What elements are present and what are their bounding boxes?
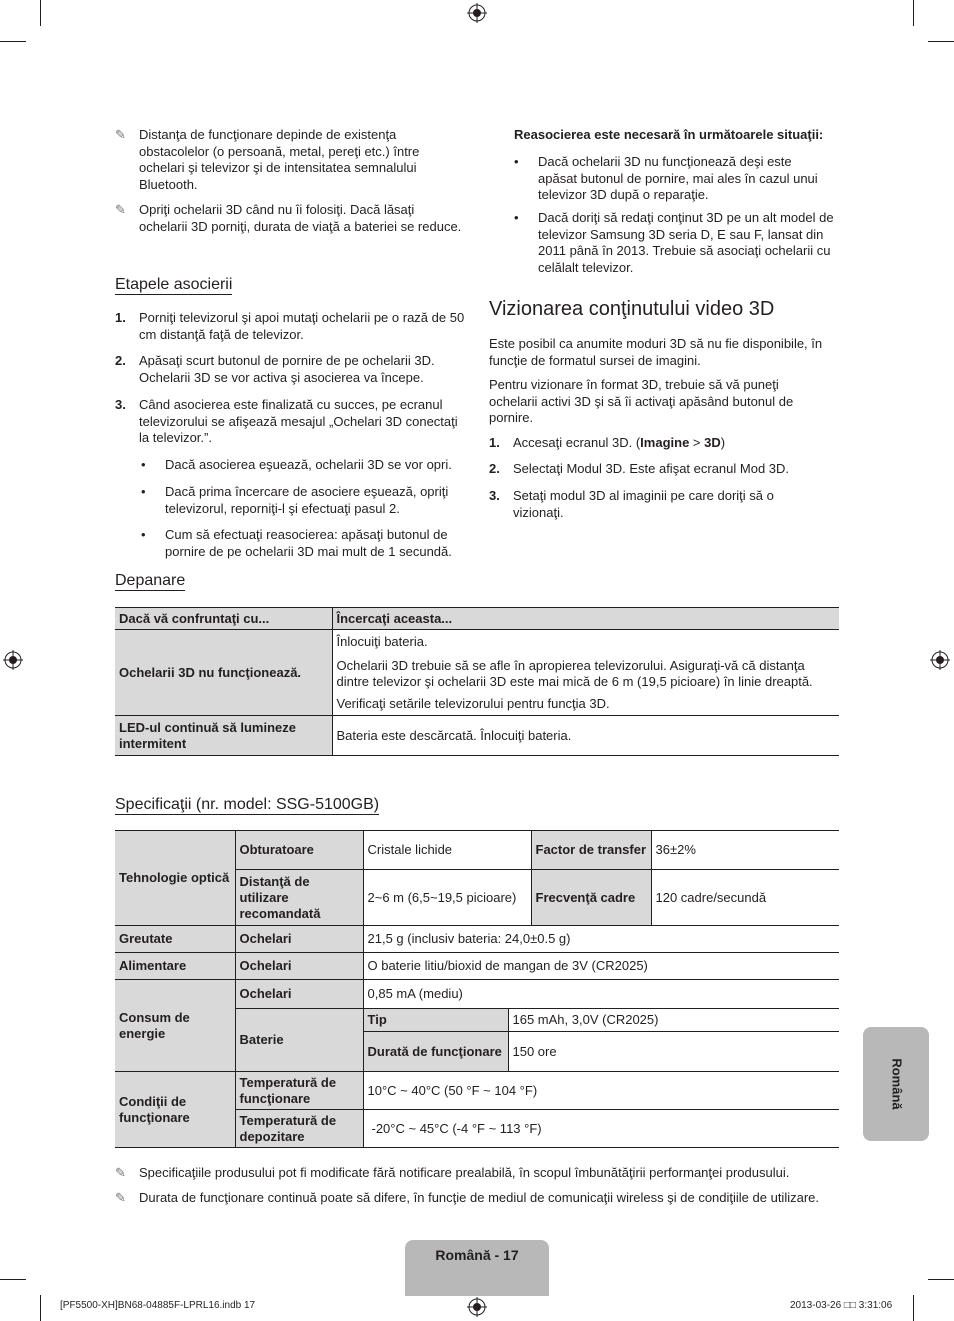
crop-mark [0,1279,26,1280]
solution-cell: Ochelarii 3D trebuie să se afle în apropierea televizorului. Asiguraţi-vă că distanţa dintre televizor şi ochelarii 3D este mai mică de 6 m (19,5 picioare) în linie dreaptă. [332,654,839,694]
spec-label: Condiţii de funcţionare [115,1072,235,1148]
pairing-bullet: • Dacă asocierea eşuează, ochelarii 3D se vor opri. [141,457,452,472]
spec-value: -20°C ~ 45°C (-4 °F ~ 113 °F) [363,1110,839,1148]
pairing-bullet: • Cum să efectuaţi reasocierea: apăsaţi butonul de pornire de pe ochelarii 3D mai mult de 1 secundă. [141,527,452,559]
pencil-note-icon: ✎ [115,202,126,217]
spec-label: Tehnologie optică [115,831,235,926]
solution-cell: Bateria este descărcată. Înlocuiţi bateria. [332,716,839,756]
spec-value: O baterie litiu/bioxid de mangan de 3V (CR2025) [363,953,839,980]
spec-value: Cristale lichide [363,831,531,870]
video-3d-step: 1. Accesaţi ecranul 3D. (Imagine > 3D) [489,435,726,450]
video-3d-paragraph: Pentru vizionare în format 3D, trebuie să vă puneţi ochelarii activi 3D şi să îi activaţi apăsând butonul de pornire. [489,377,794,425]
reassociation-title: Reasocierea este necesară în următoarele situaţii: [514,127,824,142]
crop-mark [0,41,26,42]
spec-label: Durată de funcţionare [363,1032,508,1072]
spec-value: 2~6 m (6,5~19,5 picioare) [363,870,531,926]
pencil-note-icon: ✎ [115,1165,126,1180]
pairing-bullet: • Dacă prima încercare de asociere eşuează, opriţi televizorul, reporniţi-l şi efectuaţi pasul 2. [141,484,449,516]
spec-value: 165 mAh, 3,0V (CR2025) [508,1009,839,1032]
spec-label: Consum de energie [115,980,235,1072]
spec-note: ✎ Durata de funcţionare continuă poate să difere, în funcţie de mediul de comunicaţii wireless şi de condiţiile de utilizare. [115,1190,819,1205]
spec-label: Alimentare [115,953,235,980]
registration-mark-icon [3,650,23,670]
spec-label: Ochelari [235,926,363,953]
pairing-step: 2. Apăsaţi scurt butonul de pornire de pe ochelarii 3D. Ochelarii 3D se vor activa şi asocierea va începe. [115,353,435,385]
spec-label: Factor de transfer [531,831,651,870]
spec-note: ✎ Specificaţiile produsului pot fi modificate fără notificare prealabilă, în scopul îmbunătăţirii performanţei produsului. [115,1165,790,1180]
reassociation-bullet: • Dacă doriţi să redaţi conţinut 3D pe un alt model de televizor Samsung 3D seria D, E sau F, lansat din 2011 până în 2013. Trebuie să asociaţi ochelarii cu celălalt televizor. [514,210,834,275]
crop-mark [913,1295,914,1321]
spec-label: Greutate [115,926,235,953]
spec-label: Temperatură de depozitare [235,1110,363,1148]
page-number-box: Română - 17 [405,1240,549,1296]
spec-label: Ochelari [235,980,363,1009]
spec-value: 10°C ~ 40°C (50 °F ~ 104 °F) [363,1072,839,1110]
spec-label: Obturatoare [235,831,363,870]
spec-label: Frecvenţă cadre [531,870,651,926]
spec-value: 36±2% [651,831,839,870]
note-operating-distance: ✎ Distanţa de funcţionare depinde de existenţa obstacolelor (o persoană, metal, pereţi etc.) între ochelari şi televizor şi de intensitatea semnalului Bluetooth. [115,127,420,192]
spec-value: 21,5 g (inclusiv bateria: 24,0±0.5 g) [363,926,839,953]
language-tab: Română [863,1027,929,1141]
registration-mark-icon [467,3,487,23]
spec-label: Tip [363,1009,508,1032]
footer-filename: [PF5500-XH]BN68-04885F-LPRL16.indb 17 [60,1300,256,1311]
pairing-section-title: Etapele asocierii [115,276,233,293]
pairing-step: 1. Porniţi televizorul şi apoi mutaţi ochelarii pe o rază de 50 cm distanţă faţă de televizor. [115,310,465,342]
crop-mark [913,0,914,26]
spec-label: Distanţă de utilizare recomandată [235,870,363,926]
solution-cell: Verificaţi setările televizorului pentru funcţia 3D. [332,694,839,716]
video-3d-step: 3. Setaţi modul 3D al imaginii pe care doriţi să o vizionaţi. [489,488,774,520]
reassociation-bullet: • Dacă ochelarii 3D nu funcţionează deşi este apăsat butonul de pornire, mai ales în cazul unui televizor 3D după o reparaţie. [514,154,818,202]
pairing-step: 3. Când asocierea este finalizată cu succes, pe ecranul televizorului se afişează mesajul „Ochelari 3D conectaţi la televizor.”. [115,397,458,445]
video-3d-title: Vizionarea conţinutului video 3D [489,298,775,320]
troubleshoot-table [115,607,839,756]
crop-mark [928,41,954,42]
note-turn-off-glasses: ✎ Opriţi ochelarii 3D când nu îi folosiţi. Dacă lăsaţi ochelarii 3D porniţi, durata de viaţă a bateriei se reduce. [115,202,462,234]
solution-cell: Înlocuiţi bateria. [332,630,839,654]
problem-cell: LED-ul continuă să lumineze intermitent [115,716,332,756]
video-3d-step: 2. Selectaţi Modul 3D. Este afişat ecranul Mod 3D. [489,461,790,476]
table-header: Încercaţi aceasta... [332,608,839,630]
specs-title: Specificaţii (nr. model: SSG-5100GB) [115,796,380,813]
spec-value: 0,85 mA (mediu) [363,980,839,1009]
crop-mark [928,1279,954,1280]
registration-mark-icon [467,1297,487,1317]
crop-mark [40,0,41,26]
spec-label: Ochelari [235,953,363,980]
pencil-note-icon: ✎ [115,127,126,142]
specs-table [115,830,839,1148]
registration-mark-icon [930,650,950,670]
problem-cell: Ochelarii 3D nu funcţionează. [115,630,332,716]
spec-value: 150 ore [508,1032,839,1072]
footer-timestamp: 2013-03-26 □□ 3:31:06 [790,1300,893,1311]
spec-label: Baterie [235,1009,363,1072]
table-header: Dacă vă confruntaţi cu... [115,608,332,630]
troubleshoot-title: Depanare [115,572,186,589]
pencil-note-icon: ✎ [115,1190,126,1205]
crop-mark [40,1295,41,1321]
spec-value: 120 cadre/secundă [651,870,839,926]
spec-label: Temperatură de funcţionare [235,1072,363,1110]
video-3d-paragraph: Este posibil ca anumite moduri 3D să nu fie disponibile, în funcţie de formatul sursei de imagini. [489,336,823,368]
